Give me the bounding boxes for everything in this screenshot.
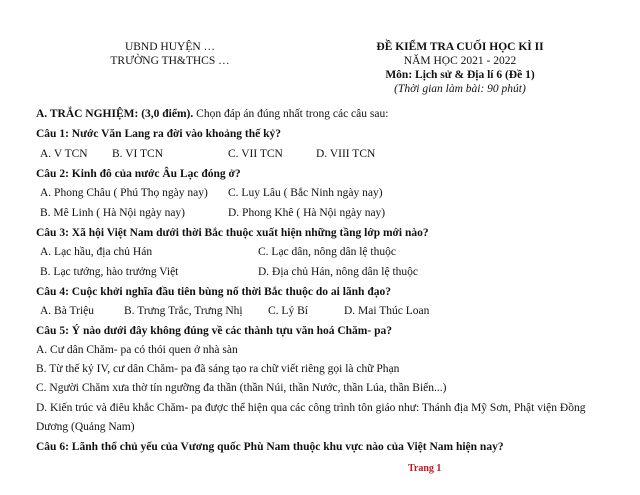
- question-4: Câu 4: Cuộc khởi nghĩa đầu tiên bùng nổ thời Bắc thuộc do ai lãnh đạo?: [36, 286, 391, 298]
- question-6: Câu 6: Lãnh thổ chủ yếu của Vương quốc Phù Nam thuộc khu vực nào của Việt Nam hiện nay?: [36, 441, 504, 453]
- q3-option-a: A. Lạc hầu, địa chủ Hán: [40, 246, 153, 258]
- q4-option-d: D. Mai Thúc Loan: [344, 305, 430, 317]
- q3-option-d: D. Địa chủ Hán, nông dân lệ thuộc: [258, 266, 419, 278]
- q5-option-a: A. Cư dân Chăm- pa có thói quen ở nhà sàn: [36, 344, 238, 356]
- q2-option-b: B. Mê Linh ( Hà Nội ngày nay): [40, 207, 185, 219]
- question-2: Câu 2: Kinh đô của nước Âu Lạc đóng ở?: [36, 168, 241, 180]
- q5-option-b: B. Từ thế kỷ IV, cư dân Chăm- pa đã sáng tạo ra chữ viết riêng gọi là chữ Phạn: [36, 363, 400, 375]
- section-a-instruction: Chọn đáp án đúng nhất trong các câu sau:: [193, 108, 389, 120]
- district-name: UBND HUYỆN …: [124, 41, 216, 53]
- page-number: Trang 1: [408, 463, 442, 474]
- question-5: Câu 5: Ý nào dưới đây không đúng về các thành tựu văn hoá Chăm- pa?: [36, 325, 392, 337]
- q1-option-c: C. VII TCN: [228, 148, 283, 160]
- q1-option-b: B. VI TCN: [112, 148, 164, 160]
- section-a-heading: [36, 108, 388, 120]
- q3-option-b: B. Lạc tướng, hào trưởng Việt: [40, 266, 179, 278]
- q3-option-c: C. Lạc dân, nông dân lệ thuộc: [258, 246, 396, 258]
- subject-line: Môn: Lịch sử & Địa lí 6 (Đề 1): [385, 69, 535, 81]
- question-1: Câu 1: Nước Văn Lang ra đời vào khoảng thế kỷ?: [36, 128, 281, 140]
- q4-option-b: B. Trưng Trắc, Trưng Nhị: [124, 305, 243, 317]
- section-a-title: A. TRẮC NGHIỆM: (3,0 điểm).: [36, 108, 194, 120]
- school-name: TRƯỜNG TH&THCS …: [110, 55, 230, 67]
- school-year: NĂM HỌC 2021 - 2022: [403, 55, 517, 67]
- time-line: (Thời gian làm bài: 90 phút): [394, 83, 526, 95]
- question-3: Câu 3: Xã hội Việt Nam dưới thời Bắc thuộc xuất hiện những tầng lớp mới nào?: [36, 227, 429, 239]
- q4-option-c: C. Lý Bí: [268, 305, 308, 317]
- q5-option-d: D. Kiến trúc và điêu khắc Chăm- pa được thể hiện qua các công trình tôn giáo như: Thánh địa Mỹ Sơn, Phật viện Đồng: [36, 402, 586, 414]
- header-right: [300, 40, 620, 96]
- q4-option-a: A. Bà Triệu: [40, 305, 94, 317]
- q1-option-a: A. V TCN: [40, 148, 88, 160]
- exam-title: ĐỀ KIỂM TRA CUỐI HỌC KÌ II: [376, 41, 544, 53]
- q2-option-d: D. Phong Khê ( Hà Nội ngày nay): [228, 207, 386, 219]
- q5-option-d-cont: Dương (Quảng Nam): [36, 421, 135, 433]
- header-left: [70, 40, 270, 68]
- q2-option-c: C. Luy Lâu ( Bắc Ninh ngày nay): [228, 187, 383, 199]
- q5-option-c: C. Người Chăm xưa thờ tín ngưỡng đa thần (thần Núi, thần Nước, thần Lúa, thần Biển...): [36, 382, 447, 394]
- q1-option-d: D. VIII TCN: [316, 148, 376, 160]
- q2-option-a: A. Phong Châu ( Phú Thọ ngày nay): [40, 187, 208, 199]
